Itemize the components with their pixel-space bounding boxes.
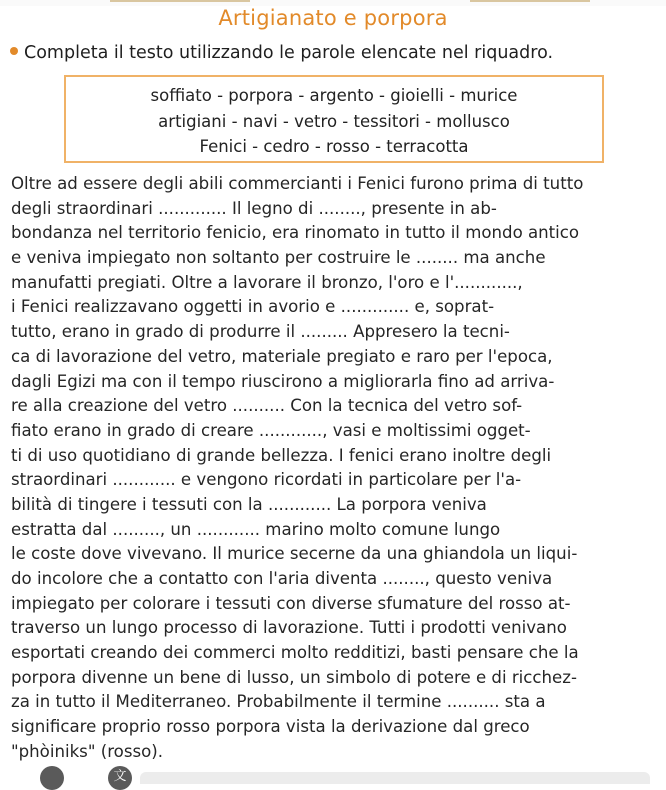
- text-line: e veniva impiegato non soltanto per costruire le ........ ma anche: [11, 248, 546, 268]
- word-box-line: Fenici - cedro - rosso - terracotta: [199, 137, 469, 156]
- text-line: ca di lavorazione del vetro, materiale pregiato e raro per l'epoca,: [11, 346, 553, 366]
- translate-icon[interactable]: 文: [108, 766, 132, 790]
- bullet-icon: [10, 47, 18, 55]
- exercise-text: [11, 172, 651, 765]
- word-box-line: soffiato - porpora - argento - gioielli - murice: [150, 86, 518, 105]
- text-line: impiegato per colorare i tessuti con diverse sfumature del rosso at-: [11, 593, 571, 613]
- bottom-toolbar: [140, 772, 650, 784]
- text-line: traverso un lungo processo di lavorazione. Tutti i prodotti venivano: [11, 618, 567, 638]
- lens-icon[interactable]: [40, 766, 64, 790]
- text-line: dagli Egizi ma con il tempo riuscirono a migliorarla fino ad arriva-: [11, 371, 555, 391]
- instruction: [10, 43, 553, 63]
- text-line: do incolore che a contatto con l'aria diventa ........, questo veniva: [11, 569, 553, 588]
- text-line: re alla creazione del vetro .......... Con la tecnica del vetro sof-: [11, 396, 523, 416]
- text-line: estratta dal ........., un ............ marino molto comune lungo: [11, 519, 501, 539]
- text-line: i Fenici realizzavano oggetti in avorio e ............. e, soprat-: [11, 297, 495, 317]
- text-line: straordinari ............ e vengono ricordati in particolare per l'a-: [11, 470, 522, 490]
- text-line: porpora divenne un bene di lusso, un simbolo di potere e di ricchez-: [11, 667, 577, 687]
- text-line: bilità di tingere i tessuti con la ............ La porpora veniva: [11, 494, 487, 514]
- text-line: Oltre ad essere degli abili commercianti i Fenici furono prima di tutto: [11, 174, 584, 193]
- text-line: ti di uso quotidiano di grande bellezza. I fenici erano inoltre degli: [11, 445, 552, 465]
- text-line: significare proprio rosso porpora vista la derivazione dal greco: [11, 717, 530, 737]
- word-box-line: artigiani - navi - vetro - tessitori - mollusco: [158, 112, 510, 131]
- text-line: degli straordinari ............. Il legno di ........, presente in ab-: [11, 198, 497, 218]
- text-line: le coste dove vivevano. Il murice secerne da una ghiandola un liqui-: [11, 544, 578, 564]
- text-line: za in tutto il Mediterraneo. Probabilmente il termine .......... sta a: [11, 692, 546, 712]
- text-line: manufatti pregiati. Oltre a lavorare il bronzo, l'oro e l'............,: [11, 272, 523, 292]
- word-box: [64, 75, 604, 163]
- instruction-text: Completa il testo utilizzando le parole elencate nel riquadro.: [24, 43, 554, 63]
- text-line: "phòiniks" (rosso).: [11, 741, 164, 761]
- text-line: bondanza nel territorio fenicio, era rinomato in tutto il mondo antico: [11, 223, 580, 243]
- text-line: fiato erano in grado di creare ............, vasi e moltissimi ogget-: [11, 420, 531, 440]
- page-title: Artigianato e porpora: [218, 6, 448, 30]
- text-line: esportati creando dei commerci molto redditizi, basti pensare che la: [11, 643, 579, 663]
- text-line: tutto, erano in grado di produrre il ......... Appresero la tecni-: [11, 322, 510, 342]
